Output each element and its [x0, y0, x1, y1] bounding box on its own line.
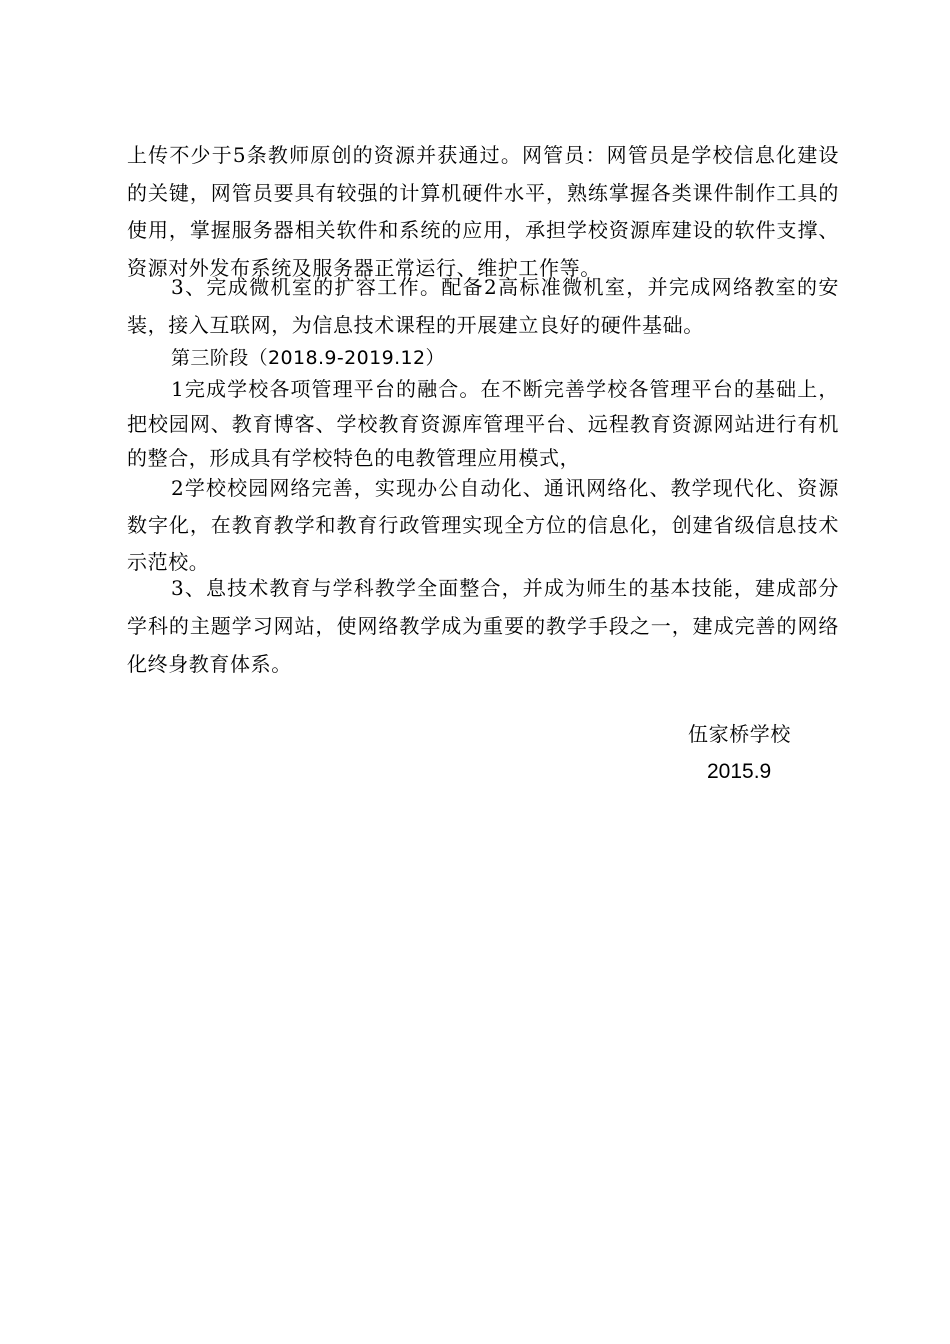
paragraph-computer-lab-expansion: 3、完成微机室的扩容工作。配备2高标准微机室，并完成网络教室的安装，接入互联网，为信息技术课程的开展建立良好的硬件基础。	[127, 275, 839, 337]
section-heading-stage-three: 第三阶段（2018.9-2019.12）	[171, 347, 445, 369]
paragraph-resource-upload-and-admin: 上传不少于5条教师原创的资源并获通过。网管员：网管员是学校信息化建设的关键，网管员要具有较强的计算机硬件水平，熟练掌握各类课件制作工具的使用，掌握服务器相关软件和系统的应用，承担学校资源库建设的软件支撑、资源对外发布系统及服务器正常运行、维护工作等。	[127, 143, 839, 280]
paragraph-platform-integration: 1完成学校各项管理平台的融合。在不断完善学校各管理平台的基础上，把校园网、教育博客、学校教育资源库管理平台、远程教育资源网站进行有机的整合，形成具有学校特色的电教管理应用模式，	[127, 377, 839, 470]
paragraph-campus-network: 2学校校园网络完善，实现办公自动化、通讯网络化、教学现代化、资源数字化，在教育教学和教育行政管理实现全方位的信息化，创建省级信息技术示范校。	[127, 476, 839, 574]
signature-school-name: 伍家桥学校	[688, 722, 791, 746]
signature-date: 2015.9	[707, 760, 772, 783]
paragraph-it-education-integration: 3、息技术教育与学科教学全面整合，并成为师生的基本技能，建成部分学科的主题学习网站，使网络教学成为重要的教学手段之一，建成完善的网络化终身教育体系。	[127, 576, 839, 676]
